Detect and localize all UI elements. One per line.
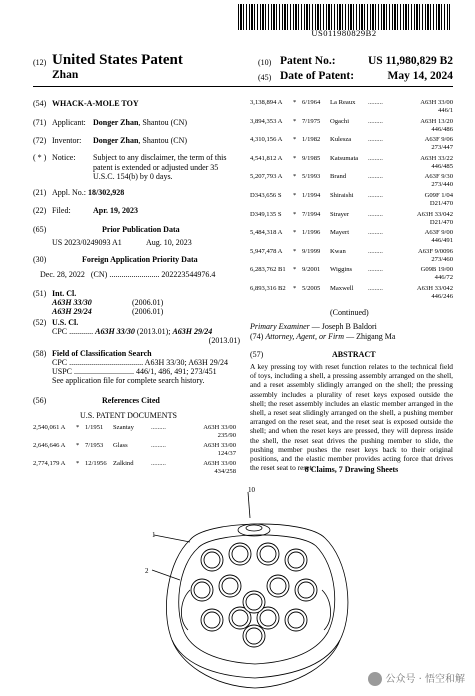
attorney-label: Attorney, Agent, or Firm [265,332,345,341]
reference-class: A63H 33/00 [203,442,236,449]
reference-star: * [293,117,297,125]
reset-knob [246,525,262,531]
field-code: (58) [33,349,47,358]
inventor-name: Donger Zhan [93,136,139,145]
filed-date: Apr. 19, 2023 [93,206,139,215]
continued-note: (Continued) [330,308,369,317]
reset-key-top [246,628,262,644]
appl-label: Appl. No.: [52,188,86,197]
inventor-location: , Shantou (CN) [138,136,188,145]
field-code: ( * ) [33,153,47,162]
reset-key-top [298,582,314,598]
reference-star: * [293,266,297,274]
reference-star: * [76,460,80,467]
reference-subclass: D21/470 [429,200,453,207]
reference-class: A63F 9/00 [424,229,453,237]
reset-key-top [204,552,220,568]
invention-title: WHACK-A-MOLE TOY [52,99,139,108]
reference-date: 5/2005 [302,285,321,292]
reference-star: * [293,99,297,106]
figure-label-1: 1 [152,531,156,539]
prior-pub-date: Aug. 10, 2023 [146,238,192,247]
intcl-class: A63H 33/30 [52,298,92,307]
foreign-priority-line: Dec. 28, 2022 (CN) ......................... 202223544976.4 [40,270,216,279]
applicant-name: Donger Zhan [93,118,139,127]
prior-pub-heading: Prior Publication Data [102,225,180,234]
reference-no: D349,135 S [250,210,282,218]
reset-key-top [204,612,220,628]
reference-date: 1/1996 [302,229,321,237]
reference-name: Szantay [113,424,134,431]
reference-date: 1/1982 [302,136,321,144]
reference-subclass: 273/460 [431,255,453,263]
code-12: (12) [33,58,47,67]
reference-date: 12/1956 [85,460,107,467]
reset-key-top [222,578,238,594]
field-search-cpc: CPC ..................................... A63H 33/30; A63H 29/24 [52,358,229,367]
reference-class: A63H 33/00 [203,460,236,467]
field-code: (22) [33,206,47,215]
watermark [368,670,465,686]
field-search-uspc: USPC .............................. 446/1, 486, 491; 273/451 [52,367,217,376]
reference-subclass: 446/486 [431,125,453,133]
reference-name: Mayert [330,229,350,237]
figure-label-2: 2 [145,567,149,575]
reference-subclass: 434/258 [214,468,236,475]
reference-date: 9/1985 [302,154,321,162]
leader-dots: ......... [368,247,383,255]
field-code: (71) [33,118,47,127]
reference-date: 7/1994 [302,210,321,218]
reference-name: Shiraishi [330,192,354,199]
leader-dots: ......... [368,210,383,218]
reference-subclass: 235/90 [217,432,236,439]
reference-star: * [76,442,80,449]
leader-dots: ......... [368,136,383,144]
field-code: (74) [250,332,264,341]
leader-line [248,492,250,518]
filed-label: Filed: [52,206,71,215]
figure-ref-number: 10 [248,486,255,494]
doc-type: United States Patent [52,52,183,68]
references-heading: References Cited [102,396,160,405]
inventor-surname: Zhan [52,69,79,81]
leader-dots: ......... [151,424,166,431]
reference-star: * [293,229,297,237]
reference-subclass: 273/447 [431,144,453,152]
uscl-label: U.S. Cl. [52,318,79,327]
leader-dots: ......... [368,99,383,106]
reference-star: * [293,210,297,218]
reference-name: Maxwell [330,285,354,292]
reference-class: A63H 33/042 [416,285,453,292]
reference-star: * [293,154,297,162]
reference-class: A63H 33/00 [203,424,236,431]
leader-dots: ......... [368,229,383,237]
reset-key-top [194,582,210,598]
intcl-version: (2006.01) [132,298,164,307]
leader-dots: ......... [368,266,383,274]
applicant-location: , Shantou (CN) [138,118,188,127]
leader-line [152,570,180,580]
reference-name: La Reaux [330,99,356,106]
field-code: (30) [33,255,47,264]
reference-name: Wiggins [330,266,353,274]
reset-key-top [270,578,286,594]
code-45: (45) [258,73,272,82]
field-code: (54) [33,99,47,108]
leader-dots: ......... [368,173,383,181]
reference-star: * [293,136,297,144]
reset-key-top [288,552,304,568]
reference-no: 3,138,894 A [250,99,283,106]
barcode [238,4,450,30]
reference-name: Glass [113,442,128,449]
reference-star: * [293,285,297,292]
leader-line [154,535,190,542]
reference-no: 5,947,478 A [250,247,283,255]
reference-subclass: 446/491 [431,237,453,245]
reference-no: 2,540,061 A [33,424,66,431]
reference-date: 6/1964 [302,99,321,106]
reset-key-top [260,610,276,626]
reset-seat [238,524,270,536]
reference-no: 4,541,812 A [250,154,283,162]
prior-pub-number: US 2023/0249093 A1 [52,238,122,247]
leader-dots: ......... [368,192,383,199]
reference-subclass: 273/440 [431,181,453,189]
inventor-label: Inventor: [52,136,82,145]
reset-key-top [260,546,276,562]
reference-class: A63F 9/0096 [418,247,453,255]
code-10: (10) [258,58,272,67]
reference-star: * [293,192,297,199]
reset-key-top [288,612,304,628]
reference-no: 2,774,179 A [33,460,66,467]
attorney-name: — Zhigang Ma [346,332,396,341]
notice-text [93,153,226,182]
reference-class: G09F 1/04 [424,192,453,199]
leader-dots: ......... [368,117,383,125]
barcode-number: US011980829B2 [311,28,377,38]
notice-line: U.S.C. 154(b) by 0 days. [93,172,173,181]
appl-number: 18/302,928 [88,188,125,197]
reference-subclass: 446/72 [434,274,453,282]
abstract-text: A key pressing toy with reset function relates to the technical field of toys, including a shell, a pressing assembly arranged on the shell, and a reset assembly slidingly arranged on the shell; the pressing assembly includes a plurality of reset keys exposed outside the shell; the reset assembly includes an elastic member arranged in the shell, a reset seat slidingly arranged on the shell, a pushing member arranged on the reset seat, and the reset seat is exposed outside the shell; and when the reset keys are pressed, they will depress inside the shell, the reset seat drives the pushing member to slide, the pushing member pushes the reset keys back to their original positions, and the elastic member provides acting force that drives the reset seat to reset. [250,362,453,473]
reference-date: 7/1953 [85,442,104,449]
patent-date: May 14, 2024 [387,70,453,82]
reference-name: Kulesza [330,136,352,144]
intcl-label: Int. Cl. [52,289,77,298]
watermark-text: 公众号 · 悟空和解 [385,674,465,685]
leader-dots: ......... [368,285,383,292]
notice-line: Subject to any disclaimer, the term of this [93,153,227,162]
examiner-name: — Joseph B Baldori [311,322,377,331]
reference-class: A63F 9/30 [424,173,453,181]
reference-name: Zalkind [113,460,134,467]
reference-date: 5/1993 [302,173,321,181]
reference-no: 6,893,316 B2 [250,285,286,292]
reference-no: D343,656 S [250,192,282,199]
reference-class: A63H 33/22 [420,154,453,162]
reference-subclass: 124/37 [217,450,236,457]
reference-no: 2,646,646 A [33,442,66,449]
reference-name: Brand [330,173,347,181]
cpc-version: (2013.01) [208,336,240,345]
reference-subclass: 446/1 [437,107,453,114]
reference-class: A63F 9/06 [424,136,453,144]
patent-number: US 11,980,829 B2 [368,55,453,67]
toy-grip-right [322,590,331,630]
cpc-label: CPC ............ [52,327,94,336]
cpc-class: A63H 29/24 [172,327,213,336]
reference-no: 5,484,318 A [250,229,283,237]
reference-no: 5,207,793 A [250,173,283,181]
reference-class: A63H 33/042 [416,210,453,218]
field-code: (57) [250,350,264,359]
field-search-note: See application file for complete search history. [52,376,205,385]
reference-subclass: D21/470 [429,218,453,226]
toy-drawing [150,490,360,690]
leader-dots: ......... [151,442,166,449]
reference-date: 9/2001 [302,266,321,274]
reference-date: 1/1994 [302,192,321,199]
reference-name: Katsumata [330,154,359,162]
reference-name: Strayer [330,210,350,218]
notice-label: Notice: [52,153,76,162]
foreign-priority-heading: Foreign Application Priority Data [82,255,198,264]
patent-no-label: Patent No.: [280,55,336,67]
reference-star: * [76,424,80,431]
reference-name: Ogachi [330,117,350,125]
field-code: (72) [33,136,47,145]
field-code: (65) [33,225,47,234]
reference-subclass: 446/485 [431,162,453,170]
claims-summary: 8 Claims, 7 Drawing Sheets [304,465,399,474]
reset-key-top [232,610,248,626]
reference-no: 6,283,762 B1 [250,266,286,274]
reference-subclass: 446/246 [431,293,453,300]
abstract-heading: ABSTRACT [332,350,376,359]
leader-dots: ......... [151,460,166,467]
reset-key-top [232,546,248,562]
intcl-version: (2006.01) [132,307,164,316]
applicant-label: Applicant: [52,118,86,127]
reference-class: A63H 33/00 [420,99,453,106]
field-search-label: Field of Classification Search [52,349,152,358]
examiner-label: Primary Examiner [250,322,310,331]
reset-keys [191,543,317,647]
reference-star: * [293,247,297,255]
reference-date: 1/1951 [85,424,104,431]
field-code: (52) [33,318,47,327]
reference-no: 3,894,353 A [250,117,283,125]
reference-date: 7/1975 [302,117,321,125]
cpc-class: A63H 33/30 [95,327,135,336]
reference-date: 9/1999 [302,247,321,255]
toy-grip-left [181,590,190,630]
cpc-version: (2013.01); [136,327,171,336]
wechat-icon [368,672,382,686]
header-rule [33,86,453,87]
reference-no: 4,310,156 A [250,136,283,144]
intcl-class: A63H 29/24 [52,307,92,316]
notice-line: patent is extended or adjusted under 35 [93,162,219,172]
reference-class: G09B 19/00 [420,266,453,274]
reference-class: A63H 13/20 [420,117,453,125]
leader-dots: ......... [368,154,383,162]
reference-star: * [293,173,297,181]
reference-name: Kwan [330,247,346,255]
reset-key-top [246,594,262,610]
us-docs-heading: U.S. PATENT DOCUMENTS [80,411,177,420]
field-code: (21) [33,188,47,197]
field-code: (51) [33,289,47,298]
date-label: Date of Patent: [280,70,355,82]
field-code: (56) [33,396,47,405]
